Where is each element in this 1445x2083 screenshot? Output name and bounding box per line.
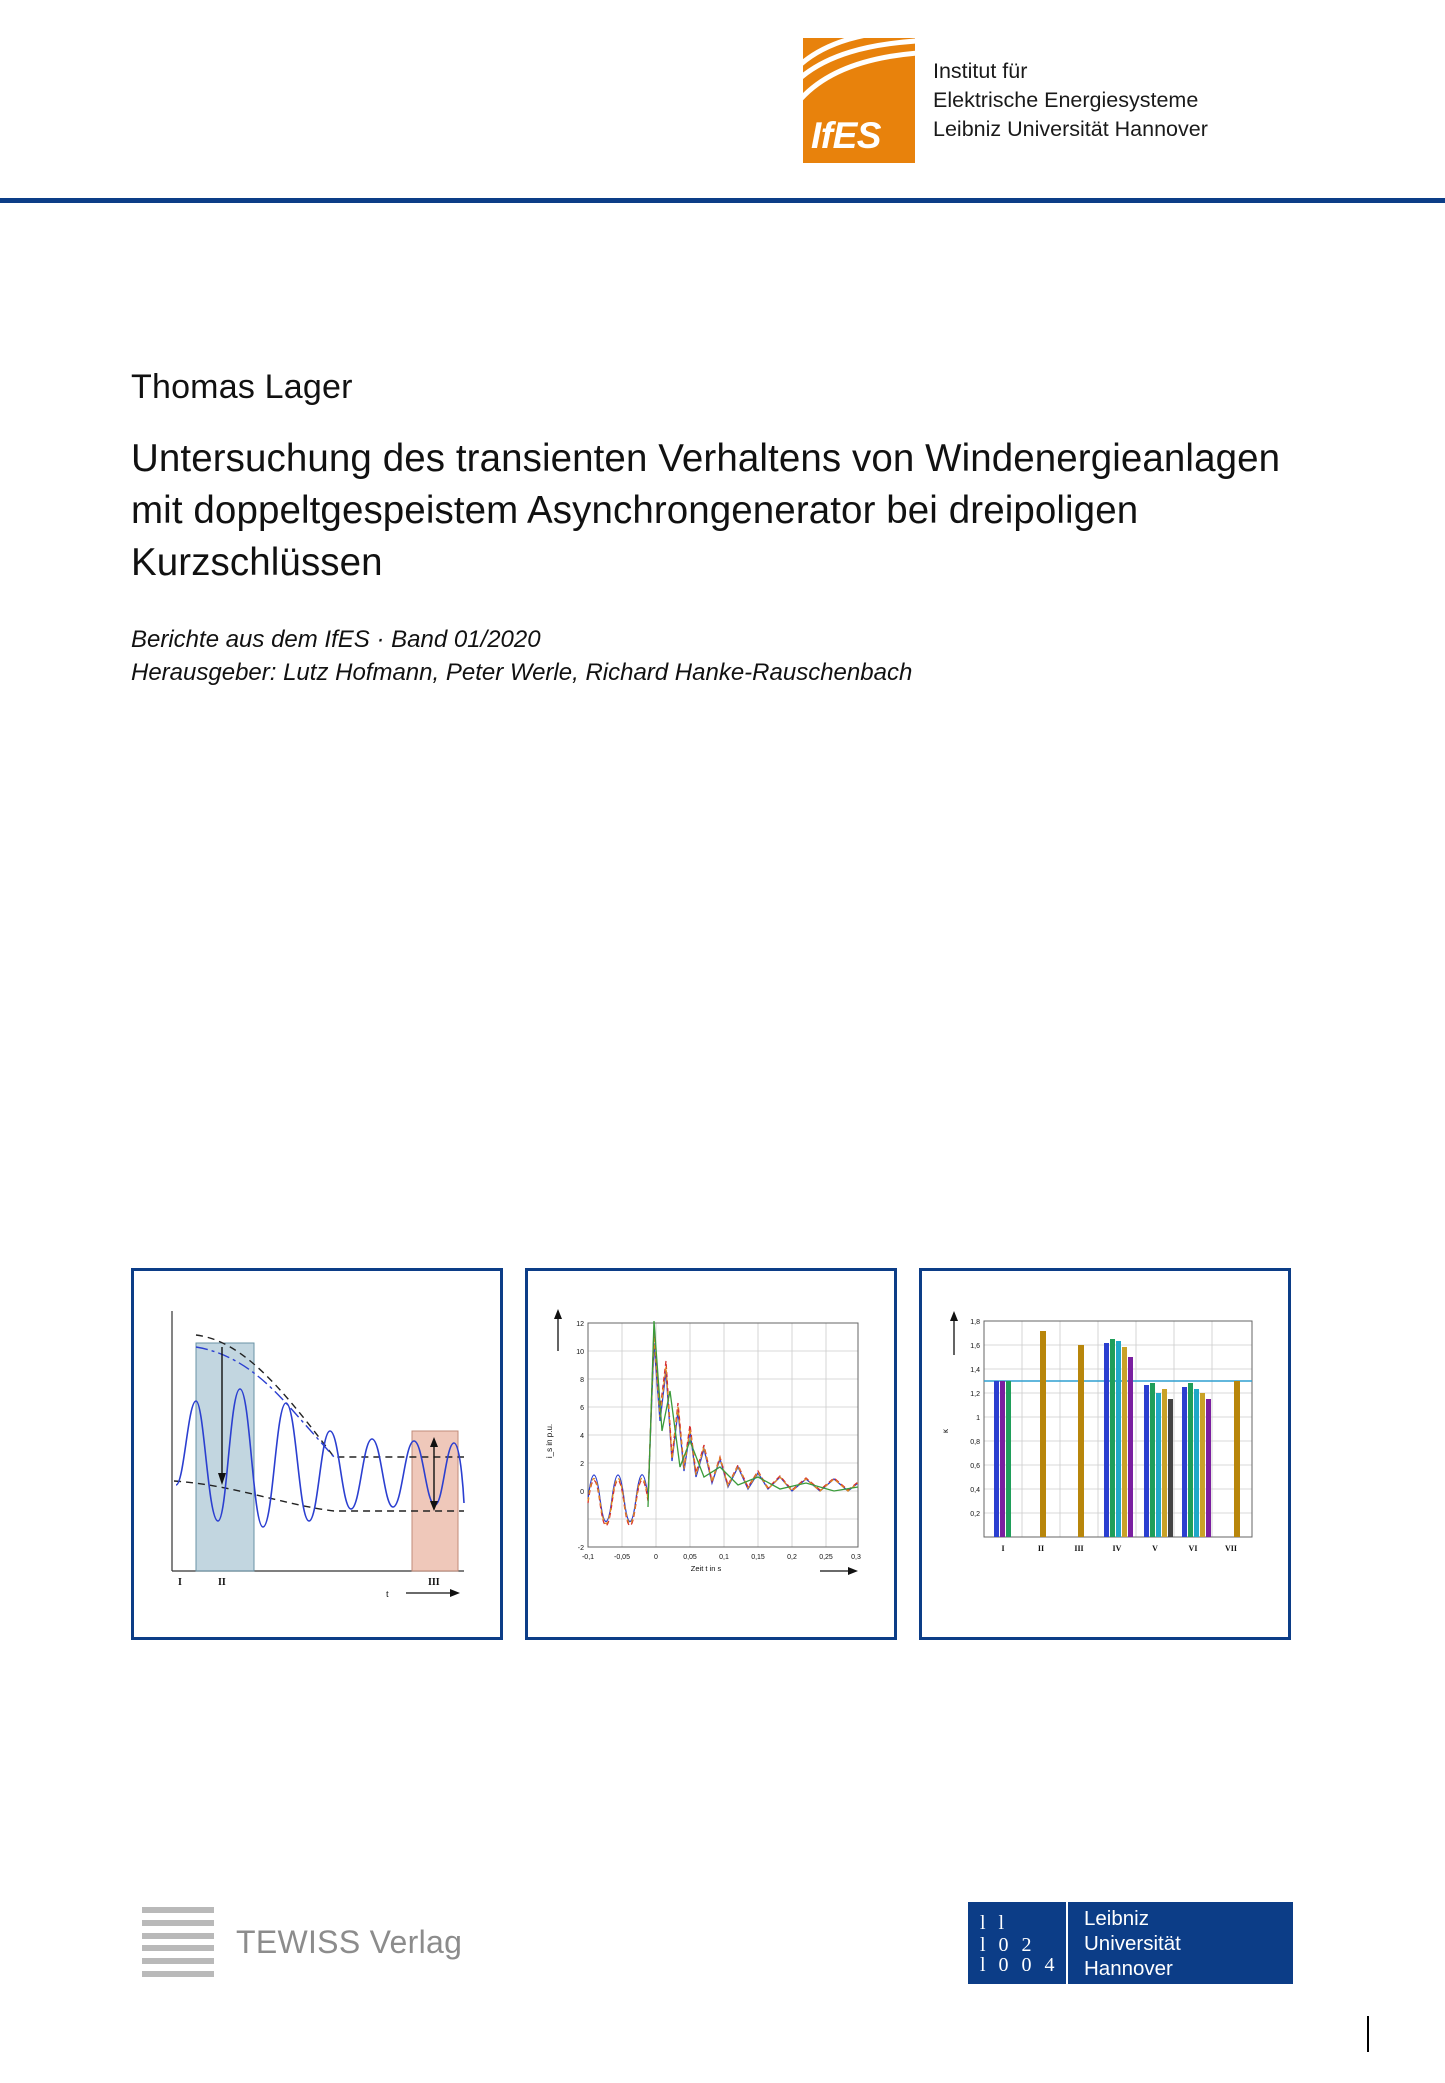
svg-text:12: 12 bbox=[576, 1321, 584, 1328]
svg-text:1,8: 1,8 bbox=[970, 1319, 980, 1326]
svg-text:1,2: 1,2 bbox=[970, 1391, 980, 1398]
svg-text:IV: IV bbox=[1112, 1544, 1122, 1553]
kappa-bar-chart bbox=[922, 1271, 1288, 1637]
svg-text:VII: VII bbox=[1224, 1544, 1238, 1553]
svg-text:0,2: 0,2 bbox=[970, 1511, 980, 1518]
svg-text:0,3: 0,3 bbox=[851, 1554, 861, 1561]
institute-line-1: Institut für bbox=[933, 59, 1028, 83]
svg-text:1,4: 1,4 bbox=[970, 1367, 980, 1374]
tewiss-logo-icon bbox=[142, 1903, 214, 1981]
luh-name-line-1: Leibniz bbox=[1084, 1906, 1149, 1930]
publisher-name: TEWISS Verlag bbox=[236, 1923, 463, 1960]
svg-text:V: V bbox=[1152, 1544, 1158, 1553]
svg-text:2: 2 bbox=[580, 1461, 584, 1468]
ifes-abbrev: IfES bbox=[811, 115, 881, 156]
svg-text:0,2: 0,2 bbox=[787, 1554, 797, 1561]
svg-text:1,6: 1,6 bbox=[970, 1343, 980, 1350]
svg-text:t: t bbox=[386, 1589, 389, 1600]
svg-text:6: 6 bbox=[580, 1405, 584, 1412]
svg-text:-0,05: -0,05 bbox=[614, 1554, 630, 1561]
cover-title-block bbox=[131, 368, 1291, 689]
svg-text:III: III bbox=[428, 1577, 440, 1588]
luh-name-line-3: Hannover bbox=[1084, 1956, 1173, 1980]
page-title: Untersuchung des transienten Verhaltens von Windenergieanlagen mit doppeltgespeistem Asynchrongenerator bei dreipoligen Kurzschlüssen bbox=[131, 437, 1281, 584]
svg-text:-2: -2 bbox=[577, 1545, 584, 1552]
figure-kappa-bars bbox=[919, 1268, 1291, 1640]
leibniz-university-logo bbox=[968, 1902, 1293, 1984]
svg-text:0: 0 bbox=[580, 1489, 584, 1496]
institute-line-3: Leibniz Universität Hannover bbox=[933, 117, 1208, 141]
svg-text:0,8: 0,8 bbox=[970, 1439, 980, 1446]
svg-text:0,6: 0,6 bbox=[970, 1463, 980, 1470]
header-divider bbox=[0, 198, 1445, 203]
svg-text:0: 0 bbox=[654, 1554, 658, 1561]
institute-line-2: Elektrische Energiesysteme bbox=[933, 88, 1199, 112]
cover-figure-row bbox=[131, 1268, 1291, 1640]
svg-text:-0,1: -0,1 bbox=[581, 1554, 595, 1561]
svg-text:8: 8 bbox=[580, 1377, 584, 1384]
crop-mark bbox=[1367, 2016, 1369, 2052]
luh-code-line-3: l 0 0 4 bbox=[980, 1954, 1059, 1976]
svg-text:II: II bbox=[1037, 1544, 1045, 1553]
current-time-chart bbox=[528, 1271, 894, 1637]
svg-text:0,4: 0,4 bbox=[970, 1487, 980, 1494]
institute-name bbox=[915, 38, 1208, 163]
svg-text:κ: κ bbox=[941, 1429, 950, 1433]
svg-text:III: III bbox=[1074, 1544, 1084, 1553]
svg-text:0,25: 0,25 bbox=[819, 1554, 833, 1561]
svg-text:I: I bbox=[178, 1577, 182, 1588]
figure-transient-phases bbox=[131, 1268, 503, 1640]
luh-code-line-2: l 0 2 bbox=[980, 1934, 1036, 1956]
transient-phases-chart bbox=[134, 1271, 500, 1637]
figure-current-time bbox=[525, 1268, 897, 1640]
svg-text:II: II bbox=[218, 1577, 226, 1588]
series-info: Berichte aus dem IfES · Band 01/2020 bbox=[131, 626, 541, 653]
svg-text:4: 4 bbox=[580, 1433, 584, 1440]
svg-text:0,15: 0,15 bbox=[751, 1554, 765, 1561]
editors-info: Herausgeber: Lutz Hofmann, Peter Werle, Richard Hanke-Rauschenbach bbox=[131, 659, 913, 686]
svg-text:I: I bbox=[1001, 1544, 1005, 1553]
author-name: Thomas Lager bbox=[131, 368, 353, 406]
ifes-logo-mark bbox=[803, 38, 915, 163]
svg-text:i_s in p.u.: i_s in p.u. bbox=[545, 1423, 554, 1459]
svg-text:0,1: 0,1 bbox=[719, 1554, 729, 1561]
svg-text:1: 1 bbox=[976, 1415, 980, 1422]
institute-logo bbox=[803, 38, 1293, 163]
publisher-block bbox=[142, 1903, 462, 1981]
swoosh-icon bbox=[803, 38, 915, 108]
luh-code-line-1: l l bbox=[980, 1912, 1009, 1934]
luh-code-mark bbox=[968, 1902, 1068, 1984]
luh-name bbox=[1068, 1906, 1181, 1981]
svg-text:VI: VI bbox=[1188, 1544, 1198, 1553]
svg-text:0,05: 0,05 bbox=[683, 1554, 697, 1561]
luh-name-line-2: Universität bbox=[1084, 1931, 1181, 1955]
svg-text:Zeit t in s: Zeit t in s bbox=[690, 1564, 722, 1573]
svg-text:10: 10 bbox=[576, 1349, 584, 1356]
